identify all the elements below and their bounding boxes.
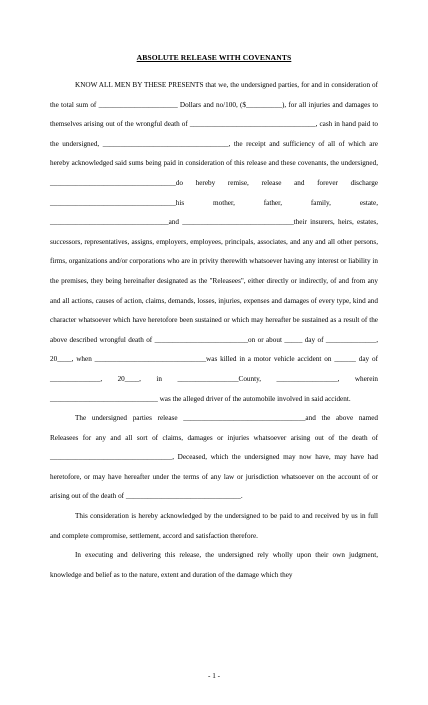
document-title: ABSOLUTE RELEASE WITH COVENANTS [136, 53, 292, 62]
paragraph-consideration: This consideration is hereby acknowledged by the undersigned to be paid to and received by us in full and complete compromise, settlement, accord and satisfaction therefore. [50, 512, 378, 540]
page-number: - 1 - [208, 672, 220, 680]
paragraph-know-all-men: KNOW ALL MEN BY THESE PRESENTS that we, the undersigned parties, for and in consideration of the total sum of ______________________ Dollars and no/100, ($__________), for all injuries and damages to themselves arising out of the wrongful death of ___________________________________, cash in hand paid to the undersigned, ___________________________________, the receipt and sufficiency of all of which are hereby acknowledged said sums being paid in consideration of this release and these covenants, the undersigned, ___________________________________do hereby remise, release and forever discharge ___________________________________his mother, father, family, estate, _________________________________and _______________________________their insurers, heirs, estates, successors, representatives, assigns, employers, employees, principals, associates, and any and all other persons, firms, organizations and/or corporations who are in privity therewith whatsoever having any interest or liability in the premises, they being hereinafter designated as the "Releasees", either directly or indirectly, of and from any and all actions, causes of action, claims, demands, losses, injuries, expenses and damages of every type, kind and character whatsoever which have heretofore been sustained or which may hereafter be sustained as a result of the above described wrongful death of __________________________on or about _____ day of ______________, 20____, when _______________________________was killed in a motor vehicle accident on ______ day of ______________, 20____, in _________________County, _________________, wherein ______________________________ was the alleged driver of the automobile involved in said accident. [50, 81, 378, 403]
document-body [50, 76, 378, 585]
paragraph-reliance: In executing and delivering this release, the undersigned rely wholly upon their own judgment, knowledge and belief as to the nature, extent and duration of the damage which they [50, 551, 378, 579]
paragraph-release-claims: The undersigned parties release __________________________________and the above named Releasees for any and all sort of claims, damages or injuries whatsoever arising out of the death of __________________________________, Deceased, which the undersigned may now have, may have had heretofore, or may have hereafter under the terms of any law or jurisdiction whatsoever on the account of or arising out of the death of ________________________________. [50, 414, 378, 501]
